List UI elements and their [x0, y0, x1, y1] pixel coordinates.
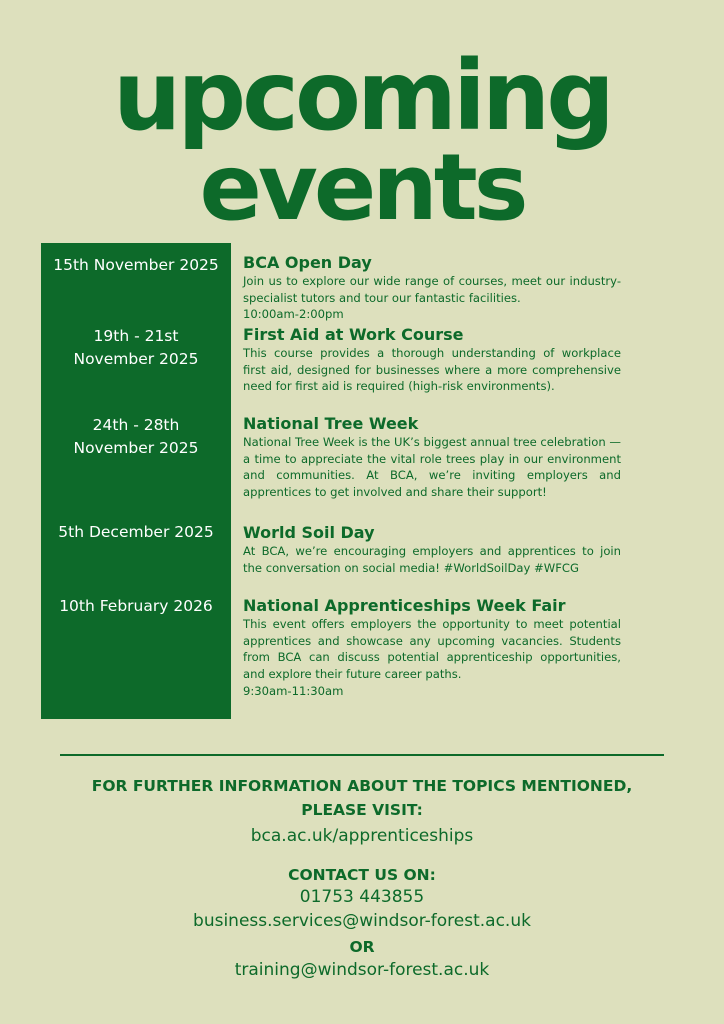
event-title: National Tree Week — [243, 414, 419, 433]
email-business-services[interactable]: business.services@windsor-forest.ac.uk — [193, 911, 531, 931]
event-date-line1: 24th - 28th — [92, 416, 180, 434]
event-item — [243, 253, 621, 323]
phone-number[interactable]: 01753 443855 — [299, 887, 425, 907]
dates-column — [41, 243, 231, 719]
event-date: 5th December 2025 — [58, 523, 214, 541]
event-item — [243, 325, 621, 395]
or-separator: OR — [349, 938, 375, 956]
event-date-line2: November 2025 — [73, 439, 199, 457]
event-item — [243, 414, 621, 501]
event-title: World Soil Day — [243, 523, 375, 542]
email-training[interactable]: training@windsor-forest.ac.uk — [234, 960, 490, 980]
event-date: 10th February 2026 — [59, 597, 213, 615]
event-title: National Apprenticeships Week Fair — [243, 596, 566, 615]
event-item — [243, 596, 621, 700]
event-description: At BCA, we’re encouraging employers and apprentices to join the conversation on social media! #WorldSoilDay #WFCG — [243, 544, 621, 575]
info-heading-line1: FOR FURTHER INFORMATION ABOUT THE TOPICS MENTIONED, — [91, 777, 633, 795]
page-title-line2: events — [199, 134, 525, 241]
info-heading-line2: PLEASE VISIT: — [301, 801, 423, 819]
event-description: National Tree Week is the UK’s biggest annual tree celebration — a time to appreciate the vital role trees play in our environment and communities. At BCA, we’re inviting employers and apprentices to get involved and share their support! — [243, 435, 621, 500]
event-description: This event offers employers the opportunity to meet potential apprentices and showcase any upcoming vacancies. Students from BCA can discuss potential apprenticeship opportunities, and explore their future career paths. — [243, 617, 621, 682]
event-time: 10:00am-2:00pm — [243, 307, 344, 322]
event-title: First Aid at Work Course — [243, 325, 464, 344]
contact-heading: CONTACT US ON: — [288, 866, 436, 884]
event-time: 9:30am-11:30am — [243, 683, 344, 698]
event-date-line2: November 2025 — [73, 350, 199, 368]
event-description: Join us to explore our wide range of courses, meet our industry-specialist tutors and tour our fantastic facilities. — [243, 274, 621, 305]
section-divider — [60, 754, 664, 756]
event-date-line1: 19th - 21st — [93, 327, 179, 345]
event-date: 15th November 2025 — [53, 256, 219, 274]
page-title-line1: upcoming — [113, 40, 611, 152]
event-item — [243, 523, 621, 576]
event-description: This course provides a thorough understanding of workplace first aid, designed for businesses where a more comprehensive need for first aid is required (high-risk environments). — [243, 346, 621, 394]
event-title: BCA Open Day — [243, 253, 372, 272]
website-link[interactable]: bca.ac.uk/apprenticeships — [250, 826, 474, 846]
